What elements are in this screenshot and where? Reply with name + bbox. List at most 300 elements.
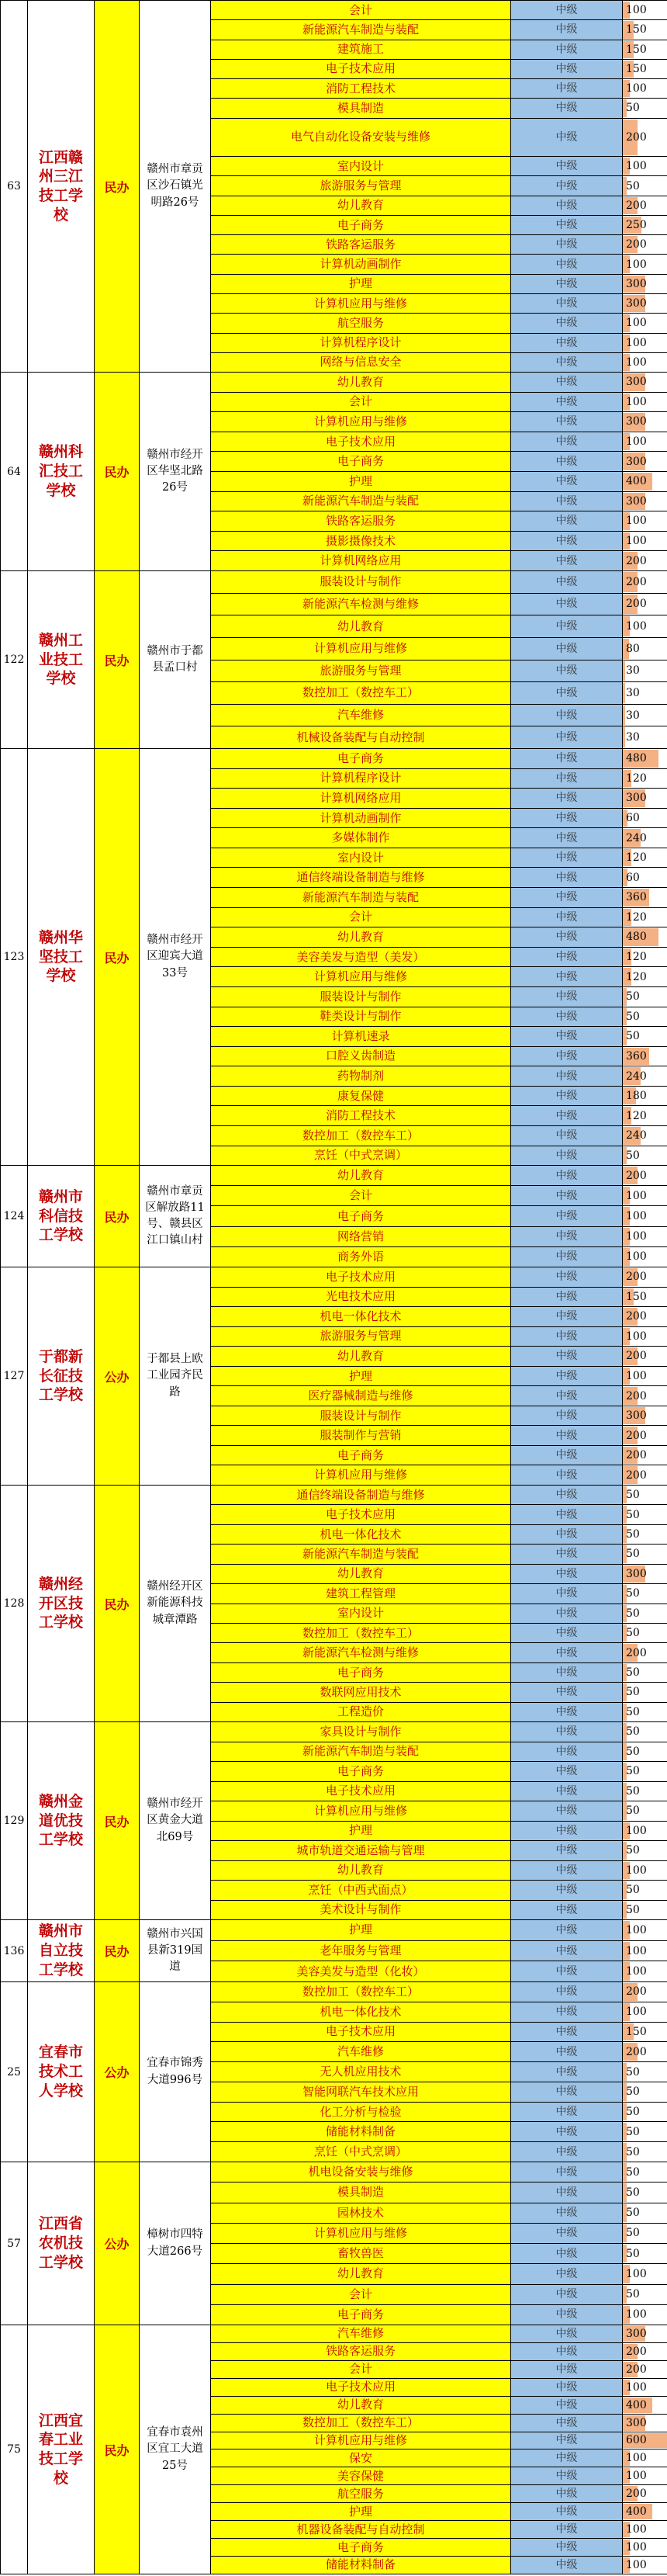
school-address: 宜春市锦秀大道996号 xyxy=(140,1982,211,2162)
quota-value: 100 xyxy=(626,1250,647,1264)
school-address: 赣州市兴国县新319国道 xyxy=(140,1920,211,1981)
major-row xyxy=(211,1643,667,1662)
major-name: 幼儿教育 xyxy=(211,196,511,215)
major-row xyxy=(211,1683,667,1702)
education-level: 中级 xyxy=(511,2142,623,2162)
quota-value: 200 xyxy=(626,2363,647,2376)
education-level: 中级 xyxy=(511,2285,623,2304)
school-name: 于都新长征技工学校 xyxy=(28,1267,95,1485)
major-name: 护理 xyxy=(211,1822,511,1841)
quota-value: 50 xyxy=(626,2065,640,2078)
major-row xyxy=(211,749,667,769)
quota-value: 120 xyxy=(626,851,647,865)
education-level: 中级 xyxy=(511,1106,623,1125)
quota-value: 100 xyxy=(626,1189,647,1202)
major-name: 计算机应用与维修 xyxy=(211,638,511,660)
major-name: 新能源汽车制造与装配 xyxy=(211,888,511,907)
education-level: 中级 xyxy=(511,908,623,927)
quota-value: 100 xyxy=(626,2541,647,2554)
enrollment-quota xyxy=(623,2203,667,2223)
major-name: 电子商务 xyxy=(211,1446,511,1465)
enrollment-quota xyxy=(623,412,667,432)
quota-value: 50 xyxy=(626,2085,640,2099)
major-name: 模具制造 xyxy=(211,2182,511,2202)
major-row xyxy=(211,1961,667,1981)
major-row xyxy=(211,594,667,616)
quota-value: 50 xyxy=(626,1765,640,1778)
quota-value: 50 xyxy=(626,1489,640,1502)
major-name: 智能网联汽车技术应用 xyxy=(211,2082,511,2102)
school-name: 赣州市科信技工学校 xyxy=(28,1166,95,1267)
enrollment-quota xyxy=(623,1186,667,1205)
major-row xyxy=(211,532,667,552)
major-name: 数控加工（数控车工） xyxy=(211,1126,511,1146)
school-type: 公办 xyxy=(95,2162,140,2325)
major-row xyxy=(211,1,667,20)
major-name: 护理 xyxy=(211,472,511,491)
quota-value: 480 xyxy=(626,752,647,765)
major-name: 计算机速录 xyxy=(211,1027,511,1046)
education-level: 中级 xyxy=(511,1047,623,1066)
enrollment-quota xyxy=(623,908,667,927)
major-row xyxy=(211,1901,667,1920)
major-row xyxy=(211,1166,667,1186)
quota-value: 150 xyxy=(626,1290,647,1303)
enrollment-quota xyxy=(623,682,667,704)
enrollment-quota xyxy=(623,373,667,392)
major-list xyxy=(211,2162,667,2325)
enrollment-quota xyxy=(623,1624,667,1642)
education-level: 中级 xyxy=(511,2415,623,2432)
major-row xyxy=(211,1446,667,1466)
enrollment-quota xyxy=(623,1861,667,1881)
education-level: 中级 xyxy=(511,1186,623,1205)
school-number: 127 xyxy=(0,1267,28,1485)
enrollment-quota xyxy=(623,2042,667,2061)
major-row xyxy=(211,1545,667,1564)
major-name: 通信终端设备制造与维修 xyxy=(211,1486,511,1504)
quota-value: 30 xyxy=(626,686,640,699)
quota-value: 100 xyxy=(626,2470,647,2483)
education-level: 中级 xyxy=(511,1901,623,1920)
education-level: 中级 xyxy=(511,2397,623,2414)
education-level: 中级 xyxy=(511,2503,623,2520)
major-name: 储能材料制备 xyxy=(211,2122,511,2141)
quota-value: 50 xyxy=(626,2288,640,2301)
enrollment-quota xyxy=(623,1801,667,1821)
school-group xyxy=(0,373,667,571)
major-name: 计算机应用与维修 xyxy=(211,1801,511,1821)
education-level: 中级 xyxy=(511,1087,623,1106)
major-name: 汽车维修 xyxy=(211,705,511,726)
major-name: 园林技术 xyxy=(211,2203,511,2223)
enrollment-quota xyxy=(623,1901,667,1920)
education-level: 中级 xyxy=(511,334,623,352)
school-name: 宜春市技术工人学校 xyxy=(28,1982,95,2162)
education-level: 中级 xyxy=(511,2361,623,2378)
major-name: 电子商务 xyxy=(211,1762,511,1781)
major-row xyxy=(211,1782,667,1802)
education-level: 中级 xyxy=(511,2467,623,2484)
education-level: 中级 xyxy=(511,1782,623,1801)
major-row xyxy=(211,1066,667,1087)
quota-value: 400 xyxy=(626,2505,647,2519)
quota-value: 200 xyxy=(626,2345,647,2358)
quota-value: 200 xyxy=(626,1310,647,1323)
major-name: 新能源汽车制造与装配 xyxy=(211,20,511,39)
major-list xyxy=(211,1982,667,2162)
enrollment-quota xyxy=(623,2244,667,2263)
enrollment-quota xyxy=(623,1663,667,1682)
school-group xyxy=(0,571,667,749)
enrollment-quota xyxy=(623,2415,667,2432)
enrollment-quota xyxy=(623,2379,667,2396)
major-row xyxy=(211,1822,667,1842)
school-group xyxy=(0,2162,667,2325)
major-name: 美容美发与造型（化妆） xyxy=(211,1961,511,1981)
enrollment-quota xyxy=(623,2002,667,2022)
major-name: 会计 xyxy=(211,908,511,927)
enrollment-quota xyxy=(623,1166,667,1185)
quota-value: 100 xyxy=(626,1824,647,1837)
education-level: 中级 xyxy=(511,2182,623,2202)
major-name: 护理 xyxy=(211,1920,511,1940)
quota-value: 30 xyxy=(626,709,640,722)
education-level: 中级 xyxy=(511,1347,623,1366)
major-row xyxy=(211,789,667,809)
major-name: 计算机程序设计 xyxy=(211,769,511,789)
school-number: 124 xyxy=(0,1166,28,1267)
education-level: 中级 xyxy=(511,1722,623,1742)
enrollment-quota xyxy=(623,2162,667,2182)
school-group xyxy=(0,1166,667,1267)
major-name: 护理 xyxy=(211,275,511,293)
school-group xyxy=(0,0,667,373)
enrollment-quota xyxy=(623,1525,667,1544)
quota-value: 100 xyxy=(626,82,647,95)
quota-value: 200 xyxy=(626,575,647,588)
education-level: 中级 xyxy=(511,1822,623,1841)
education-level: 中级 xyxy=(511,157,623,175)
education-level: 中级 xyxy=(511,216,623,234)
quota-value: 50 xyxy=(626,1844,640,1857)
school-address: 赣州经开区新能源科技城章潭路 xyxy=(140,1486,211,1721)
major-name: 建筑工程管理 xyxy=(211,1584,511,1603)
education-level: 中级 xyxy=(511,1166,623,1185)
education-level: 中级 xyxy=(511,1801,623,1821)
major-name: 幼儿教育 xyxy=(211,1347,511,1366)
major-row xyxy=(211,2361,667,2379)
quota-value: 200 xyxy=(626,1389,647,1402)
major-name: 电子技术应用 xyxy=(211,432,511,452)
major-name: 计算机应用与维修 xyxy=(211,1465,511,1485)
enrollment-quota xyxy=(623,1146,667,1166)
education-level: 中级 xyxy=(511,1267,623,1287)
school-address: 赣州市经开区华坚北路26号 xyxy=(140,373,211,570)
major-row xyxy=(211,1465,667,1485)
school-group xyxy=(0,1486,667,1722)
quota-value: 100 xyxy=(626,2267,647,2280)
quota-value: 300 xyxy=(626,792,647,805)
major-row xyxy=(211,987,667,1007)
quota-value: 250 xyxy=(626,219,647,232)
major-row xyxy=(211,2042,667,2062)
enrollment-quota xyxy=(623,2182,667,2202)
education-level: 中级 xyxy=(511,2162,623,2182)
major-row xyxy=(211,1047,667,1067)
major-row xyxy=(211,1841,667,1861)
school-type: 民办 xyxy=(95,1722,140,1919)
school-address: 赣州市于都县孟口村 xyxy=(140,571,211,748)
quota-value: 200 xyxy=(626,598,647,611)
education-level: 中级 xyxy=(511,660,623,682)
major-name: 铁路客运服务 xyxy=(211,511,511,531)
enrollment-quota xyxy=(623,176,667,195)
major-row xyxy=(211,2397,667,2415)
major-row xyxy=(211,176,667,196)
major-row xyxy=(211,2244,667,2264)
education-level: 中级 xyxy=(511,1465,623,1485)
school-type: 民办 xyxy=(95,571,140,748)
major-name: 航空服务 xyxy=(211,314,511,332)
quota-value: 50 xyxy=(626,2227,640,2240)
school-name: 江西省农机技工学校 xyxy=(28,2162,95,2325)
school-group xyxy=(0,1267,667,1486)
education-level: 中级 xyxy=(511,432,623,452)
enrollment-quota xyxy=(623,452,667,471)
major-row xyxy=(211,1565,667,1584)
major-name: 光电技术应用 xyxy=(211,1288,511,1307)
major-row xyxy=(211,1288,667,1308)
education-level: 中级 xyxy=(511,1982,623,2002)
education-level: 中级 xyxy=(511,1146,623,1166)
enrollment-quota xyxy=(623,2305,667,2325)
enrollment-quota xyxy=(623,2503,667,2520)
major-row xyxy=(211,1267,667,1288)
quota-value: 400 xyxy=(626,2398,647,2411)
enrollment-quota xyxy=(623,888,667,907)
enrollment-quota xyxy=(623,1486,667,1504)
quota-value: 100 xyxy=(626,515,647,528)
enrollment-quota xyxy=(623,1227,667,1246)
enrollment-quota xyxy=(623,1027,667,1046)
quota-value: 120 xyxy=(626,771,647,785)
quota-value: 200 xyxy=(626,238,647,251)
education-level: 中级 xyxy=(511,1624,623,1642)
major-row xyxy=(211,1406,667,1427)
major-row xyxy=(211,1982,667,2002)
education-level: 中级 xyxy=(511,511,623,531)
school-type: 公办 xyxy=(95,1267,140,1485)
education-level: 中级 xyxy=(511,1941,623,1961)
quota-value: 50 xyxy=(626,1528,640,1541)
education-level: 中级 xyxy=(511,255,623,273)
education-level: 中级 xyxy=(511,789,623,808)
education-level: 中级 xyxy=(511,1446,623,1465)
major-name: 模具制造 xyxy=(211,99,511,117)
quota-value: 120 xyxy=(626,910,647,924)
enrollment-quota xyxy=(623,2397,667,2414)
major-name: 幼儿教育 xyxy=(211,1565,511,1583)
enrollment-quota xyxy=(623,1206,667,1226)
enrollment-quota xyxy=(623,1007,667,1027)
major-name: 机械设备装配与自动控制 xyxy=(211,726,511,748)
education-level: 中级 xyxy=(511,948,623,967)
enrollment-quota xyxy=(623,157,667,175)
major-name: 汽车维修 xyxy=(211,2042,511,2061)
education-level: 中级 xyxy=(511,2122,623,2141)
school-number: 128 xyxy=(0,1486,28,1721)
enrollment-quota xyxy=(623,1545,667,1563)
major-name: 计算机应用与维修 xyxy=(211,2224,511,2243)
major-row xyxy=(211,60,667,79)
major-list xyxy=(211,373,667,570)
major-row xyxy=(211,1007,667,1028)
enrollment-quota xyxy=(623,1703,667,1721)
major-name: 家具设计与制作 xyxy=(211,1722,511,1742)
education-level: 中级 xyxy=(511,1961,623,1981)
major-row xyxy=(211,1347,667,1367)
school-number: 136 xyxy=(0,1920,28,1981)
education-level: 中级 xyxy=(511,551,623,570)
major-name: 室内设计 xyxy=(211,1604,511,1623)
quota-value: 300 xyxy=(626,415,647,428)
major-name: 新能源汽车检测与维修 xyxy=(211,1643,511,1662)
education-level: 中级 xyxy=(511,1683,623,1701)
major-row xyxy=(211,908,667,928)
enrollment-quota xyxy=(623,255,667,273)
quota-value: 100 xyxy=(626,1944,647,1957)
quota-value: 100 xyxy=(626,620,647,633)
major-row xyxy=(211,2182,667,2203)
major-row xyxy=(211,2103,667,2123)
education-level: 中级 xyxy=(511,828,623,848)
education-level: 中级 xyxy=(511,726,623,748)
enrollment-quota xyxy=(623,749,667,768)
school-address: 宜春市袁州区宜工大道25号 xyxy=(140,2325,211,2574)
education-level: 中级 xyxy=(511,2521,623,2538)
major-name: 旅游服务与管理 xyxy=(211,176,511,195)
enrollment-quota xyxy=(623,615,667,637)
quota-value: 200 xyxy=(626,1271,647,1284)
enrollment-quota xyxy=(623,1722,667,1742)
major-name: 多媒体制作 xyxy=(211,828,511,848)
quota-value: 100 xyxy=(626,2558,647,2571)
major-row xyxy=(211,373,667,393)
quota-value: 30 xyxy=(626,664,640,678)
education-level: 中级 xyxy=(511,1386,623,1406)
major-row xyxy=(211,2062,667,2082)
education-level: 中级 xyxy=(511,1762,623,1781)
major-name: 电子商务 xyxy=(211,216,511,234)
major-row xyxy=(211,1486,667,1505)
major-row xyxy=(211,452,667,472)
school-group xyxy=(0,1982,667,2162)
enrollment-quota xyxy=(623,660,667,682)
quota-value: 150 xyxy=(626,23,647,36)
education-level: 中级 xyxy=(511,1663,623,1682)
quota-value: 200 xyxy=(626,130,647,144)
enrollment-quota xyxy=(623,2343,667,2360)
enrollment-quota xyxy=(623,2224,667,2243)
major-name: 电子商务 xyxy=(211,749,511,768)
major-name: 消防工程技术 xyxy=(211,1106,511,1125)
education-level: 中级 xyxy=(511,314,623,332)
enrollment-quota xyxy=(623,1505,667,1524)
major-row xyxy=(211,294,667,314)
major-name: 室内设计 xyxy=(211,848,511,868)
school-number: 25 xyxy=(0,1982,28,2162)
enrollment-quota xyxy=(623,927,667,947)
education-level: 中级 xyxy=(511,2264,623,2283)
major-name: 电子商务 xyxy=(211,1663,511,1682)
quota-value: 120 xyxy=(626,1109,647,1122)
education-level: 中级 xyxy=(511,1007,623,1027)
enrollment-quota xyxy=(623,1782,667,1801)
enrollment-quota xyxy=(623,2557,667,2574)
major-row xyxy=(211,2379,667,2397)
quota-value: 50 xyxy=(626,1745,640,1758)
education-level: 中级 xyxy=(511,393,623,412)
major-row xyxy=(211,848,667,868)
enrollment-quota xyxy=(623,1982,667,2002)
major-row xyxy=(211,1881,667,1901)
quota-value: 50 xyxy=(626,1607,640,1620)
education-level: 中级 xyxy=(511,2485,623,2502)
quota-value: 100 xyxy=(626,1210,647,1222)
education-level: 中级 xyxy=(511,176,623,195)
major-name: 服装设计与制作 xyxy=(211,1406,511,1426)
major-row xyxy=(211,1722,667,1742)
major-row xyxy=(211,571,667,594)
enrollment-quota xyxy=(623,2467,667,2484)
school-number: 57 xyxy=(0,2162,28,2325)
education-level: 中级 xyxy=(511,868,623,887)
education-level: 中级 xyxy=(511,1584,623,1603)
major-name: 会计 xyxy=(211,1,511,19)
quota-value: 300 xyxy=(626,455,647,468)
education-level: 中级 xyxy=(511,1703,623,1721)
major-name: 网络营销 xyxy=(211,1227,511,1246)
major-name: 计算机应用与维修 xyxy=(211,294,511,313)
enrollment-quota xyxy=(623,1604,667,1623)
enrollment-quota xyxy=(623,353,667,372)
enrollment-quota xyxy=(623,1565,667,1583)
major-row xyxy=(211,809,667,829)
education-level: 中级 xyxy=(511,1643,623,1662)
education-level: 中级 xyxy=(511,2062,623,2082)
major-row xyxy=(211,99,667,118)
major-row xyxy=(211,1027,667,1047)
education-level: 中级 xyxy=(511,1307,623,1326)
enrollment-quota xyxy=(623,2142,667,2162)
major-name: 通信终端设备制造与维修 xyxy=(211,868,511,887)
enrollment-quota xyxy=(623,1,667,19)
quota-value: 50 xyxy=(626,1884,640,1897)
major-row xyxy=(211,888,667,908)
major-list xyxy=(211,1,667,372)
major-row xyxy=(211,660,667,683)
school-type: 民办 xyxy=(95,2325,140,2574)
enrollment-quota xyxy=(623,99,667,117)
education-level: 中级 xyxy=(511,2042,623,2061)
school-name: 江西宜春工业技工学校 xyxy=(28,2325,95,2574)
quota-value: 360 xyxy=(626,1049,647,1063)
enrollment-quota xyxy=(623,2485,667,2502)
education-level: 中级 xyxy=(511,1206,623,1226)
quota-value: 50 xyxy=(626,2186,640,2199)
major-row xyxy=(211,638,667,660)
